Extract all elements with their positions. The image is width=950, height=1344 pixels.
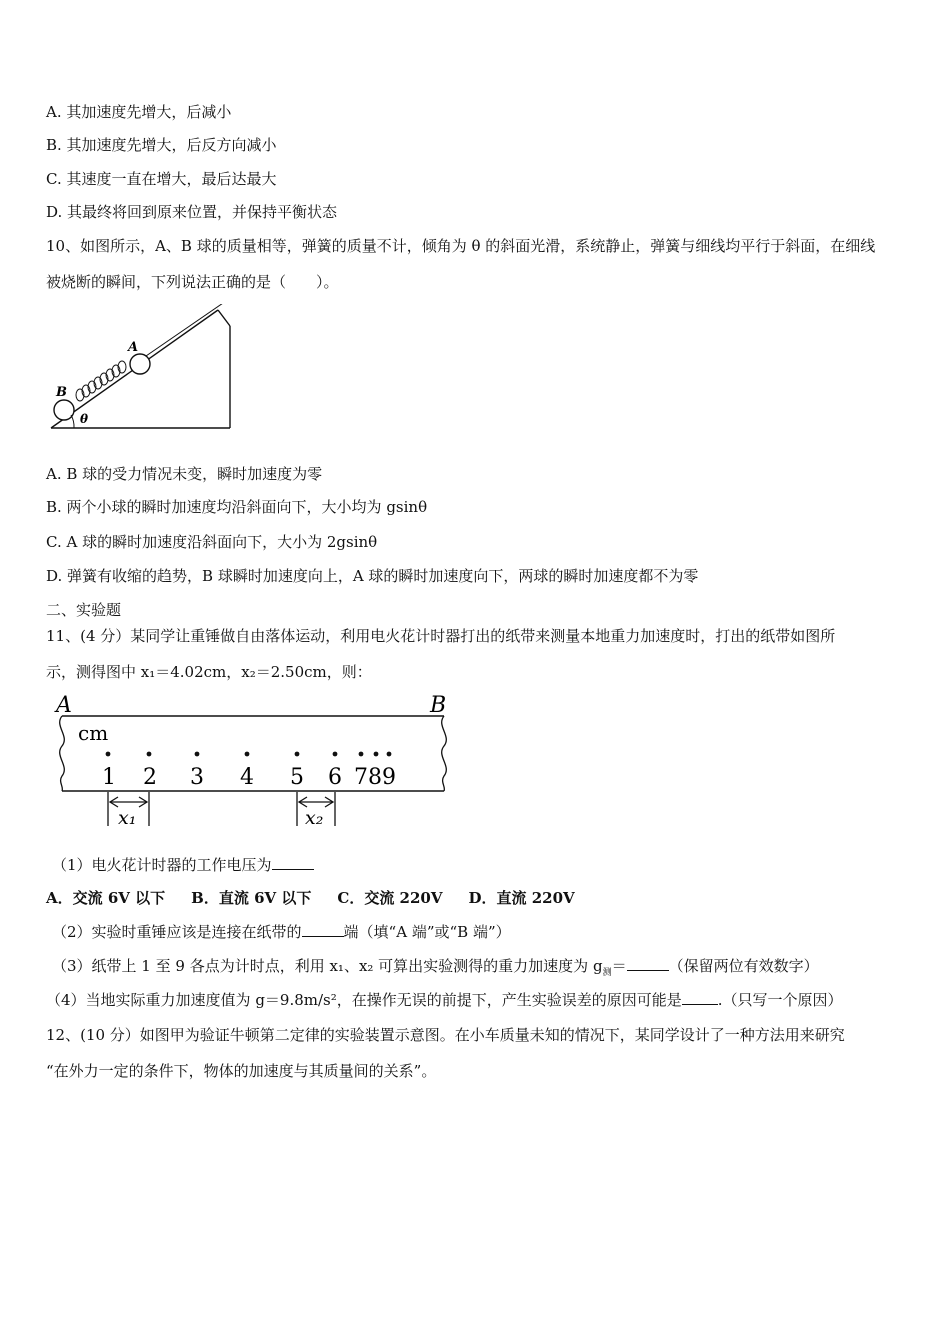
q10-option-b: B. 两个小球的瞬时加速度均沿斜面向下，大小均为 gsinθ bbox=[46, 498, 428, 516]
q11-part2-suffix: 端（填“A 端”或“B 端”） bbox=[343, 923, 511, 941]
q10-stem-line2: 被烧断的瞬间，下列说法正确的是（ ）。 bbox=[46, 273, 339, 291]
q10-option-a: A. B 球的受力情况未变，瞬时加速度为零 bbox=[46, 465, 323, 483]
tape-dots bbox=[106, 752, 392, 757]
ball-b bbox=[54, 400, 74, 420]
q9-option-b: B. 其加速度先增大，后反方向减小 bbox=[46, 136, 277, 154]
q12-stem-line1: 12、(10 分）如图甲为验证牛顿第二定律的实验装置示意图。在小车质量未知的情况下，某同学设计了一种方法用来研究 bbox=[46, 1026, 845, 1044]
dot-7 bbox=[359, 752, 364, 757]
q11-stem-line2: 示，测得图中 x₁＝4.02cm，x₂＝2.50cm，则： bbox=[46, 663, 372, 681]
label-a: A bbox=[128, 340, 139, 355]
q11-part2 bbox=[52, 922, 511, 942]
q11-part3-blank bbox=[627, 956, 669, 971]
dot-5 bbox=[295, 752, 300, 757]
q11-part4-suffix: .（只写一个原因） bbox=[717, 991, 843, 1009]
dot-6 bbox=[333, 752, 338, 757]
q11-choice-a: A．交流 6V 以下 bbox=[46, 889, 166, 907]
incline-top bbox=[218, 310, 230, 326]
point-label-3: 3 bbox=[190, 765, 204, 790]
tape-point-labels bbox=[102, 765, 396, 790]
q10-option-c: C. A 球的瞬时加速度沿斜面向下，大小为 2gsinθ bbox=[46, 533, 378, 551]
point-label-4: 4 bbox=[240, 765, 254, 790]
section-title: 二、实验题 bbox=[46, 601, 122, 619]
q11-part3-suffix: （保留两位有效数字） bbox=[668, 957, 819, 975]
tape-label-a: A bbox=[56, 693, 72, 718]
dot-1 bbox=[106, 752, 111, 757]
q11-choice-c: C．交流 220V bbox=[337, 889, 443, 907]
q11-part1 bbox=[52, 855, 314, 875]
paper-tape-figure bbox=[52, 692, 462, 832]
q10-stem-line1: 10、如图所示，A、B 球的质量相等，弹簧的质量不计，倾角为 θ 的斜面光滑，系统静止，弹簧与细线均平行于斜面，在细线 bbox=[46, 237, 876, 255]
x2-label: x₂ bbox=[305, 807, 324, 829]
point-label-2: 2 bbox=[143, 765, 157, 790]
q11-part2-text: （2）实验时重锤应该是连接在纸带的 bbox=[52, 923, 302, 941]
q10-incline-figure bbox=[46, 304, 246, 434]
q10-option-d: D. 弹簧有收缩的趋势，B 球瞬时加速度向上，A 球的瞬时加速度向下，两球的瞬时加速度都不为零 bbox=[46, 567, 699, 585]
q11-part4 bbox=[46, 990, 843, 1010]
q11-part3-subscript: 测 bbox=[602, 968, 612, 978]
q9-option-a: A. 其加速度先增大，后减小 bbox=[46, 103, 232, 121]
q11-part1-blank bbox=[272, 855, 314, 870]
thread bbox=[146, 304, 226, 356]
tape-label-b: B bbox=[430, 693, 447, 718]
point-label-1: 1 bbox=[102, 765, 116, 790]
x1-label: x₁ bbox=[118, 807, 137, 829]
q11-choice-b: B．直流 6V 以下 bbox=[191, 889, 312, 907]
angle-arc bbox=[71, 415, 74, 428]
q11-part2-blank bbox=[302, 922, 344, 937]
tape-left-wavy-edge bbox=[60, 716, 65, 791]
ball-a bbox=[130, 354, 150, 374]
q9-option-d: D. 其最终将回到原来位置，并保持平衡状态 bbox=[46, 203, 338, 221]
point-label-7: 7 bbox=[354, 765, 368, 790]
label-theta: θ bbox=[80, 412, 89, 426]
dot-4 bbox=[245, 752, 250, 757]
q11-part1-choices bbox=[46, 888, 575, 908]
tape-unit: cm bbox=[78, 721, 109, 745]
q11-part3-text: （3）纸带上 1 至 9 各点为计时点，利用 x₁、x₂ 可算出实验测得的重力加速度为 g bbox=[52, 957, 603, 975]
dot-9 bbox=[387, 752, 392, 757]
q11-part1-text: （1）电火花计时器的工作电压为 bbox=[52, 856, 272, 874]
dot-3 bbox=[195, 752, 200, 757]
q11-part4-blank bbox=[682, 990, 718, 1005]
dot-2 bbox=[147, 752, 152, 757]
dot-8 bbox=[374, 752, 379, 757]
point-label-9: 9 bbox=[382, 765, 396, 790]
point-label-8: 8 bbox=[368, 765, 382, 790]
q11-part3-equals: ＝ bbox=[611, 957, 627, 975]
q11-choice-d: D．直流 220V bbox=[468, 889, 575, 907]
point-label-5: 5 bbox=[290, 765, 304, 790]
q12-stem-line2: “在外力一定的条件下，物体的加速度与其质量间的关系”。 bbox=[46, 1062, 437, 1080]
label-b: B bbox=[56, 385, 67, 400]
q11-part4-text: （4）当地实际重力加速度值为 g＝9.8m/s²，在操作无误的前提下，产生实验误差的原因可能是 bbox=[46, 991, 682, 1009]
q9-option-c: C. 其速度一直在增大，最后达最大 bbox=[46, 170, 277, 188]
tape-right-wavy-edge bbox=[442, 716, 447, 791]
point-label-6: 6 bbox=[328, 765, 342, 790]
q11-part3 bbox=[52, 956, 819, 983]
q11-stem-line1: 11、(4 分）某同学让重锤做自由落体运动，利用电火花计时器打出的纸带来测量本地重力加速度时，打出的纸带如图所 bbox=[46, 627, 836, 645]
